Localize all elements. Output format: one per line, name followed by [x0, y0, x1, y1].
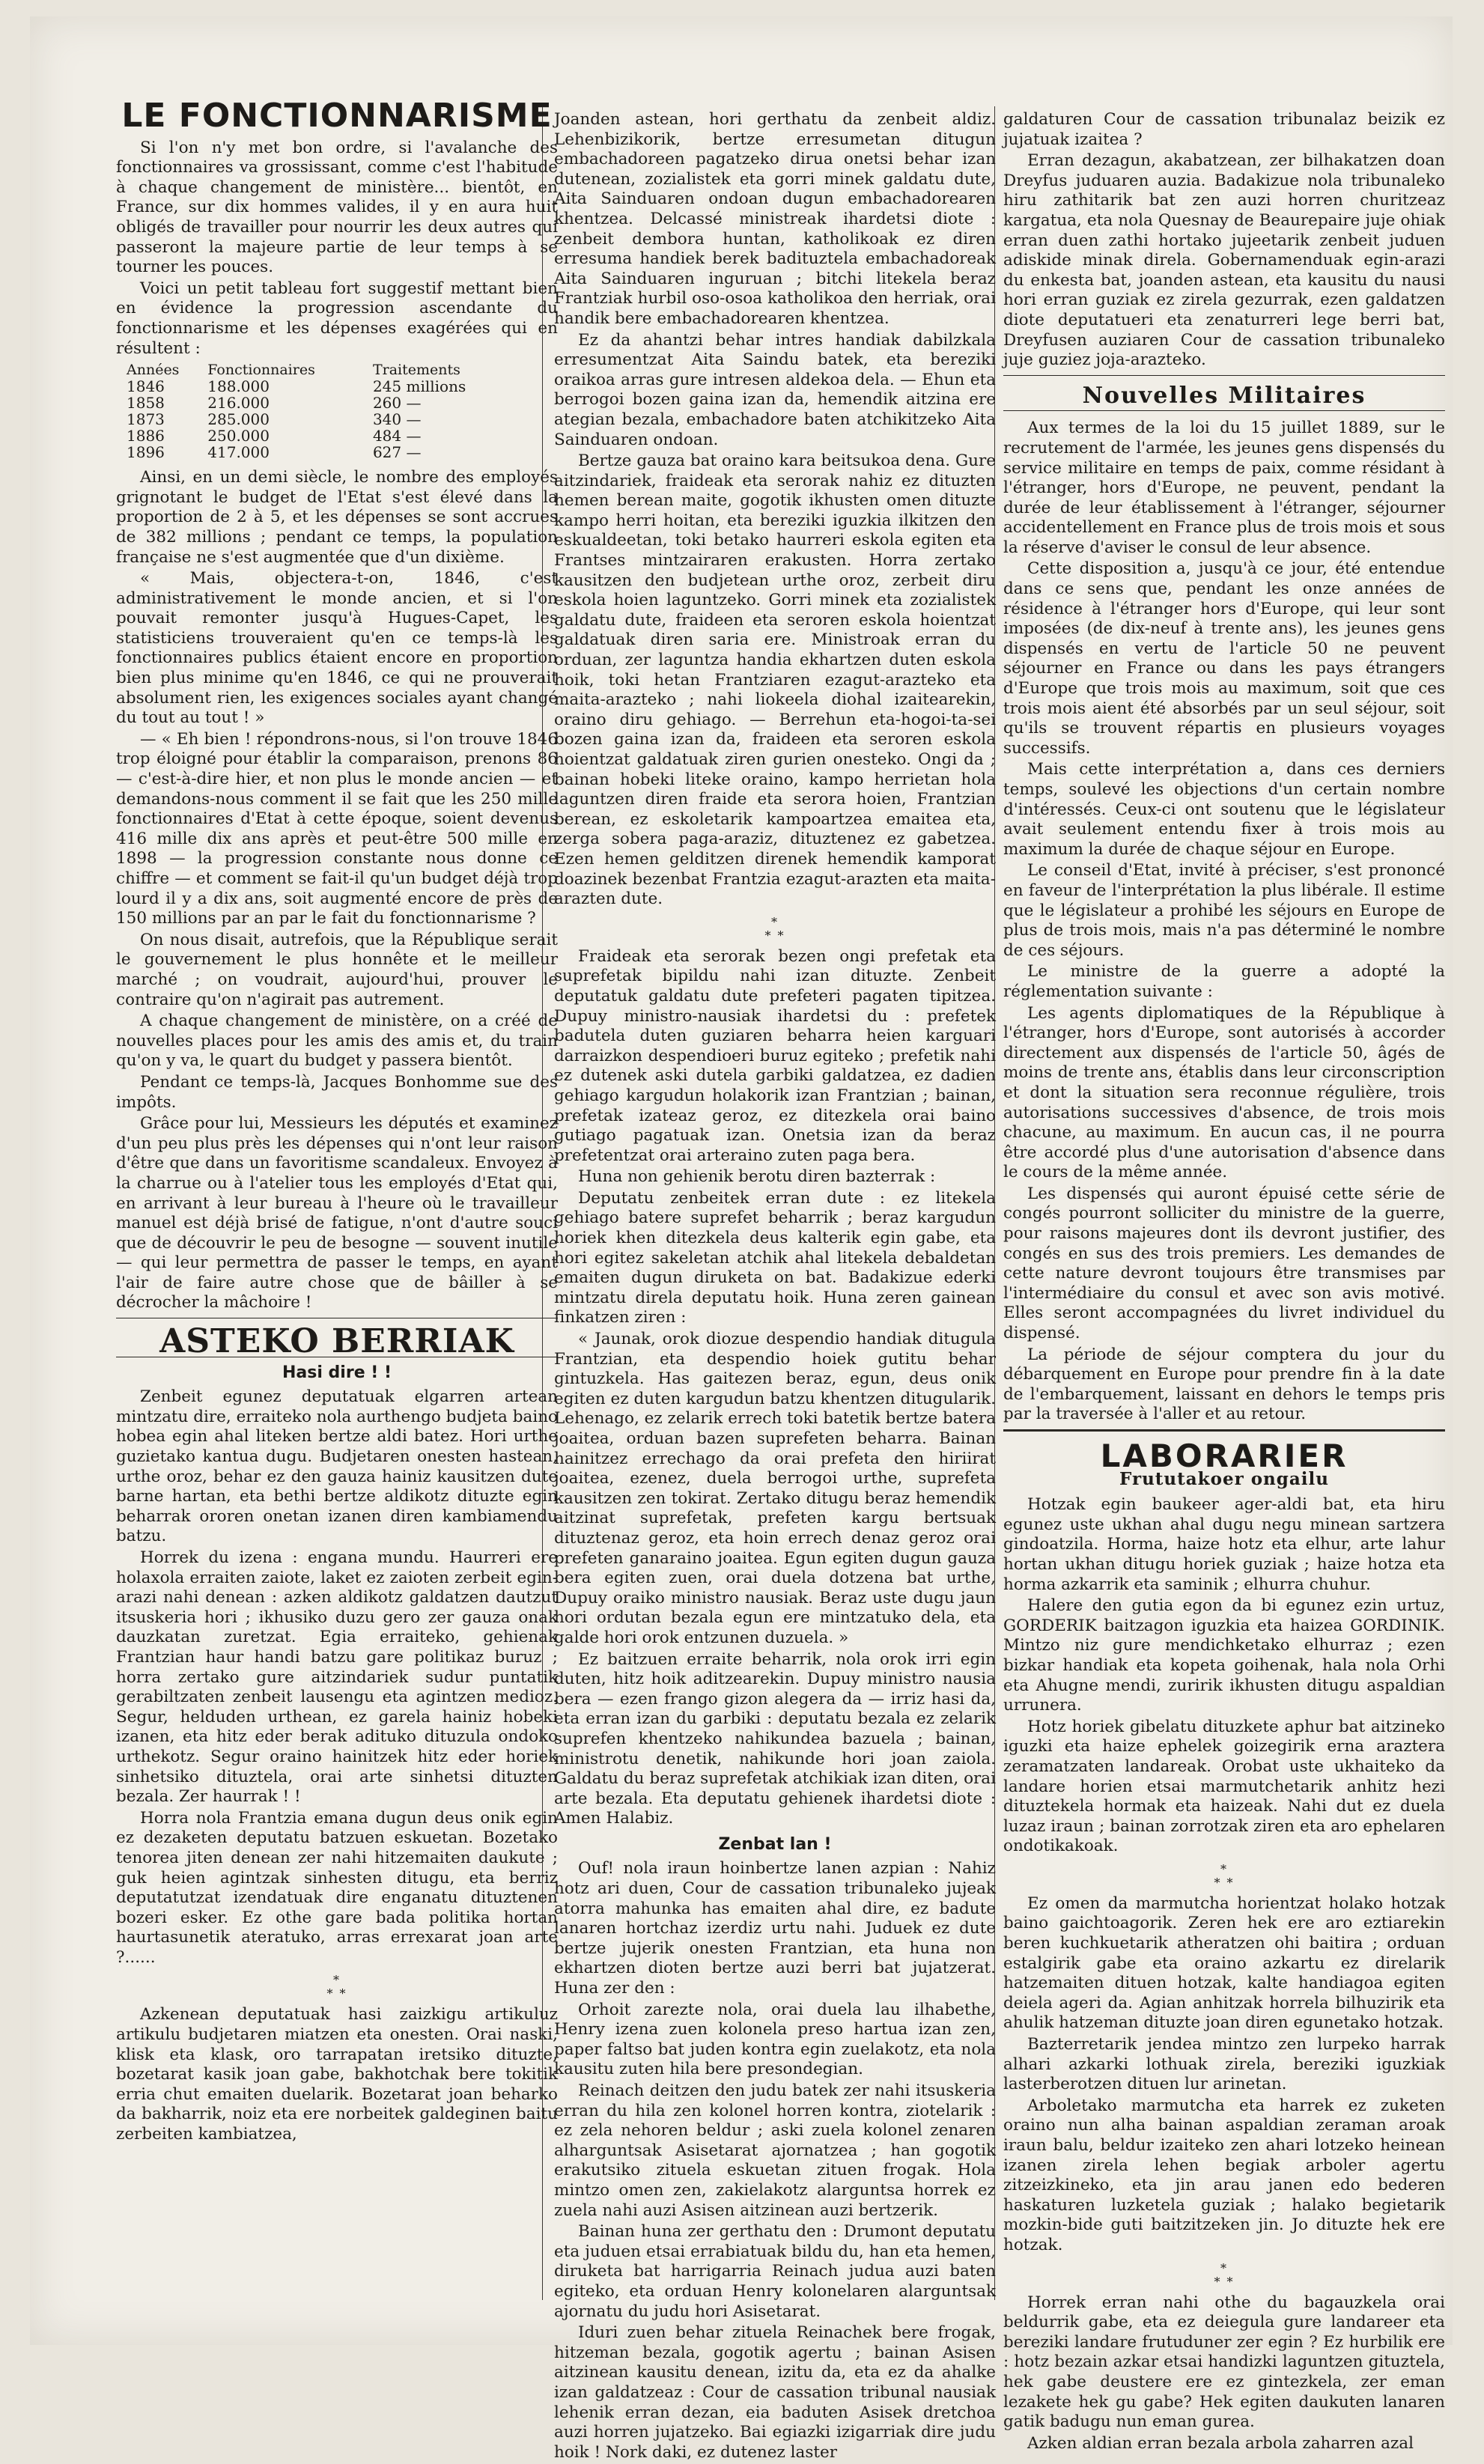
- paragraph: Mais cette interprétation a, dans ces derniers temps, soulevé les objections d'un certain nombre d'intéressés. Ceux-ci ont soutenu que le législateur avait seulement entendu fixer à trois mois au maximum la durée de chaque séjour en Europe.: [1003, 760, 1445, 859]
- paragraph: Azkenean deputatuak hasi zaizkigu artikuluz artikulu budjetaren miatzen eta onesten. Orai naski, klisk eta klask, oro tarrapatan iretsiko dituzte, bozetarat kasik joan gabe, bakhotchak bere tokitik erria chut emaiten duelarik. Bozetarat joan beharko da bakharrik, noiz eta ere norbeitek galdeginen baitu zerbeiten kambiatzea,: [116, 2005, 558, 2144]
- paragraph: Orhoit zarezte nola, orai duela lau ilhabethe, Henry izena zuen kolonela preso hartua izan zen, paper faltso bat juden kontra egin zuelakotz, eta nola kausitu zuten hila bere presondegian.: [554, 2000, 996, 2079]
- column-3: [1003, 110, 1445, 2455]
- paragraph: Horrek erran nahi othe du bagauzkela orai beldurrik gabe, eta ez deiegula gure landareer eta bereziki landare frutuduner zer egin ? Ez hurbilik ere : hotz bezain azkar etsai handizki laguntzen gituztela, hek gabe deustere ere ez gintezkela, zer eman lezakete hek gu gabe? Hek egiten daukuten lanaren gatik badugu nun eman gurea.: [1003, 2293, 1445, 2432]
- subheading-frututakoer-ongailu: Frututakoer ongailu: [1119, 1468, 1329, 1489]
- table-row: [127, 428, 516, 444]
- subheading-hasi-dire: Hasi dire ! !: [282, 1363, 392, 1382]
- table-cell: 1896: [127, 443, 165, 462]
- statistics-table: [127, 362, 516, 460]
- table-cell: 250.000: [207, 427, 270, 445]
- paragraph: « Jaunak, orok diozue despendio handiak ditugula Frantzian, eta despendio hoiek gutitu behar gintuzkela. Has gaitezen beraz, egun, deus onik egiten ez duten kargudun batzu khentzen ditugularik. Lehenago, ez zelarik errech toki batetik bertze batera joaitea, orduan bazen suprefeten beharra. Bainan hainitzez errechago da orai prefeta den hiriirat joaitea, ezenez, duela berrogoi urthe, suprefeta kausitzen zen tokirat. Zertako ditugu beraz hemendik aitzinat suprefetak, prefeten kargu bertsuak dituztenaz geroz, eta hoin errech denaz geroz orai prefeten ganaraino joaitea. Egun egiten dugun gauza bera egiten zuen, orai duela dotzena bat urthe, Dupuy oraiko ministro nausiak. Beraz uste dugu jaun hori ordutan bezala egun ere mintzatuko dela, eta galde hori orok entzunen duzuela. »: [554, 1330, 996, 1647]
- paragraph: Hotz horiek gibelatu dituzkete aphur bat aitzineko iguzki eta haize ephelek goizegirik erna araztera zeramatzaten landareak. Orobat uste ukhaiteko da landare horien etsai marmutchetarik anhitz hezi dituztekela hormak eta haizeak. Nahi dut ez duela luzaz iraun ; bainan zorrotzak ziren eta aro ephelaren ondotikakoak.: [1003, 1717, 1445, 1856]
- paragraph: Bertze gauza bat oraino kara beitsukoa dena. Gure aitzindariek, fraideak eta serorak nahiz ez dituzten hemen berean maite, gogotik ikhusten omen dituzte kampo herri hoitan, eta bereziki iguzkia ilkitzen den eskualdeetan, toki betako haurreri eskola egiten eta Frantses mintzairaren erakusten. Horra zertako kausitzen den budjetean urthe oroz, zerbeit diru eskola hoien laguntzeko. Gorri minek eta zozialistek galdatu dute, fraideen eta seroren eskola hoientzat galdatuak diren saria ere. Ministroak erran du orduan, zer laguntza handia ekhartzen duten eskola hoik, toki hetan Frantziaren ezagut-arazteko eta maita-arazteko ; nahi liokeela diohal izaitearekin, oraino diru gehiago. — Berrehun eta-hogoi-ta-sei bozen gaina izan da, fraideen eta seroren eskola hoientzat galdatuak ziren gurien onesteko. Ongi da ; bainan hobeki liteke oraino, kampo herrietan hola laguntzen diren fraide eta serora hoien, Frantzian berean, ez eskoletarik kampoartzea emaitea eta, zerga sobera paga-araziz, dituztenez ez gabetzea. Ezen hemen gelditzen direnek hemendik kamporat doazinek bezenbat Frantzia ezagut-arazten eta maita-arazten dute.: [554, 451, 996, 909]
- table-cell: 245 millions: [372, 377, 466, 396]
- column-2: [554, 110, 996, 2464]
- paragraph: — « Eh bien ! répondrons-nous, si l'on trouve 1846 trop éloigné pour établir la comparaison, prenons 86 — c'est-à-dire hier, et non plus le monde ancien — et demandons-nous comment il se fait que les 250 mille fonctionnaires d'Etat à cette époque, soient devenus 416 mille dix ans après et peut-être 500 mille en 1898 — la progression constante nous donne ce chiffre — et comment se fait-il qu'un budget déjà trop lourd il y a dix ans, soit augmenté encore de près de 150 millions par an par le fait du fonctionnarisme ?: [116, 729, 558, 928]
- table-cell: 1886: [127, 427, 165, 445]
- paragraph: Si l'on n'y met bon ordre, si l'avalanche des fonctionnaires va grossissant, comme c'est l'habitude à chaque changement de ministère... bientôt, en France, sur dix hommes valides, il y en aura huit obligés de travailler pour nourrir les deux autres qui passeront la majeure partie de leur temps à se tourner les pouces.: [116, 138, 558, 277]
- paragraph: Iduri zuen behar zituela Reinachek bere frogak, hitzeman bezala, gogotik agertu ; bainan Asisen aitzinean kausitu denean, izitu da, eta ez da ahalke izan galdatzeaz : Cour de cassation tribunal nausiak lehenik erran dezan, eia baduten Asisek dretchoa auzi horren jujatzeko. Bai egiazki izigarriak dire judu hoik ! Nork daki, ez dutenez laster: [554, 2323, 996, 2462]
- paragraph: Ez baitzuen erraite beharrik, nola orok irri egin duten, hitz hoik aditzearekin. Dupuy ministro nausia bera — ezen frango gizon alegera da — irriz hasi da, eta erran izan du garbiki : deputatu bezala ez zelarik suprefen khentzeko nahikundea bazuela ; bainan, ministrotu denetik, nahikunde hori joan zaiola. Galdatu du beraz suprefetak atchikiak izan diten, orai arte bezala. Eta deputatu gehienek ihardetsi diote : Amen Halabiz.: [554, 1649, 996, 1828]
- table-header-fonctionnaires: Fonctionnaires: [207, 362, 315, 379]
- paragraph: A chaque changement de ministère, on a créé de nouvelles places pour les amis des amis et, du train qu'on y va, le quart du budget y passera bientôt.: [116, 1012, 558, 1071]
- table-cell: 188.000: [207, 377, 270, 396]
- table-cell: 1846: [127, 377, 165, 396]
- article-title-fonctionnarisme: LE FONCTIONNARISME: [121, 97, 553, 135]
- paragraph: Fraideak eta serorak bezen ongi prefetak eta suprefetak bipildu nahi izan dituzte. Zenbeit deputatuk galdatu dute prefeteri pagaten tipitzea. Dupuy ministro-nausiak ihardetsi du : prefetek badutela duten guziaren beharra heien karguari darraizkon despendioeri buruz egiteko ; prefetik nahi ez dutenek aski dutela garbiki galdatzea, ez dadien gehiago kargudun holakorik izan Frantzian ; bainan, prefetak izateaz geroz, ez ditezkela orai baino gutiago pagatuak izan. Onetsia izan da beraz prefetentzat orai arteraino zuten paga bera.: [554, 946, 996, 1165]
- paragraph: Reinach deitzen den judu batek zer nahi itsuskeria erran du hila zen kolonel horren kontra, ziotelarik : ez zela nehoren beldur ; aski zuela kolonel zenaren alharguntsak Asisetarat ajornatzea ; han gogotik erakutsiko zituela eskuetan zituen frogak. Hola mintzo omen zen, zakielakotz alarguntsa horrek ez zuela nahi auzi Asisen aitzinean auzi bertzerik.: [554, 2081, 996, 2220]
- paragraph: Ez omen da marmutcha horientzat holako hotzak baino gaichtoagorik. Zeren hek ere aro eztiarekin beren kuchkuetarik atheratzen ohi baitira ; orduan estalgirik gabe eta oraino azkartu ez direlarik hatzemaiten dituen hotzak, kalte handiagoa egiten deiela ageri da. Agian anhitzak horrela bilhuzirik eta ahulik hatzeman dituzte joan diren egunetako hotzak.: [1003, 1893, 1445, 2033]
- paragraph: Les dispensés qui auront épuisé cette série de congés pourront solliciter du ministre de la guerre, pour raisons majeures dont ils devront justifier, des congés en sus des trois premiers. Les demandes de cette nature devront toujours être transmises par l'intermédiaire du consul et avec son avis motivé. Elles seront accompagnées du livret individuel du dispensé.: [1003, 1184, 1445, 1343]
- asterism-separator: * * *: [326, 1973, 347, 2001]
- table-cell: 1873: [127, 410, 165, 429]
- section-title-laborarier: LABORARIER: [1100, 1438, 1348, 1474]
- paragraph: Bazterretarik jendea mintzo zen lurpeko harrak alhari azkarki lothuak zirela, bereziki iguzkiak lasterberotzen dituen lur arinetan.: [1003, 2035, 1445, 2094]
- paragraph: Ainsi, en un demi siècle, le nombre des employés grignotant le budget de l'Etat s'est élevé dans la proportion de 2 à 5, et les dépenses se sont accrues de 382 millions ; pendant ce temps, la population française ne s'est augmentée que d'un dixième.: [116, 468, 558, 567]
- section-divider: [1003, 410, 1445, 411]
- paragraph: Grâce pour lui, Messieurs les députés et examinez d'un peu plus près les dépenses qui n'ont leur raison d'être que dans un favoritisme scandaleux. Envoyez à la charrue ou à l'atelier tous les employés d'Etat qui, en arrivant à leur bureau à l'heure où le travailleur manuel est déjà brisé de fatigue, n'ont d'autre souci que de découvrir le peu de besogne — souvent inutile — qui leur permettra de passer le temps, en ayant l'air de faire autre chose que de bâiller à se décrocher la mâchoire !: [116, 1114, 558, 1312]
- paragraph: Arboletako marmutcha eta harrek ez zuketen oraino nun alha bainan aspaldian zeraman aroak iraun balu, beldur izaiteko zen ahari lotzeko heinean izanen zirela lehen begiak arboler agertu zitzeizkineko, eta jin arau janen edo bederen haskaturen luzketela guziak ; halako begietarik mozkin-bide guti baitzitzeken jin. Jo dituzte hek ere hotzak.: [1003, 2096, 1445, 2254]
- table-cell: 340 —: [372, 410, 422, 429]
- paragraph: galdaturen Cour de cassation tribunalaz beizik ez jujatuak izaitea ?: [1003, 110, 1445, 149]
- paragraph: Cette disposition a, jusqu'à ce jour, été entendue dans ce sens que, pendant les onze années de résidence à l'étranger hors d'Europe, qui leur sont imposées (de dix-neuf à trente ans), les jeunes gens dispensés en vertu de l'article 50 ne peuvent séjourner en France ou dans les pays étrangers d'Europe que trois mois au maximum, soit que ces trois mois aient été absorbés par un seul séjour, soit qu'ils se trouvent répartis en plusieurs voyages successifs.: [1003, 559, 1445, 758]
- asterism-separator: * * *: [1214, 2260, 1235, 2289]
- table-header-annees: Années: [127, 362, 180, 379]
- table-cell: 627 —: [372, 443, 422, 462]
- newspaper-page: [30, 16, 1453, 2462]
- column-1: [116, 97, 558, 2147]
- table-row: [127, 378, 516, 395]
- paragraph: Hotzak egin baukeer ager-aldi bat, eta hiru egunez uste ukhan ahal dugu negu minean sartzera gindoatzila. Horma, haize hotz eta elhur, arte lahur hortan ukhan ditugu horiek guziak ; haize hotza eta horma azkarrik eta saminik ; elhurra chuhur.: [1003, 1495, 1445, 1594]
- paragraph: Azken aldian erran bezala arbola zaharren azal: [1027, 2433, 1414, 2453]
- paragraph: « Mais, objectera-t-on, 1846, c'est administrativement le monde ancien, et si l'on pouvait remonter jusqu'à Hugues-Capet, les statisticiens trouveraient qu'en ce temps-là les fonctionnaires publics étaient encore en proportion bien plus minime qu'en 1846, ce qui ne prouverait absolument rien, les exigences sociales ayant changé du tout au tout ! »: [116, 569, 558, 728]
- section-divider: [1003, 1429, 1445, 1432]
- paragraph: Huna non gehienik berotu diren bazterrak :: [578, 1167, 936, 1187]
- paragraph: Deputatu zenbeitek erran dute : ez litekela gehiago batere suprefet beharrik ; beraz kargudun horiek khen ditezkela deus kalterik egin gabe, eta hori egitez sakeletan atchik ahal litekela debaldetan emaiten dugun diruketa on bat. Badakizue ederki mintzatu direla deputatu hoik. Huna zeren gainean finkatzen ziren :: [554, 1188, 996, 1327]
- section-divider: [1003, 375, 1445, 376]
- paragraph: Bainan huna zer gerthatu den : Drumont deputatu eta juduen etsai errabiatuak bildu du, han eta hemen, diruketa bat harrigarria Reinach judua auzi baten egiteko, eta orduan Henry kolonelaren alarguntsak ajornatu du judu hori Asisetarat.: [554, 2222, 996, 2321]
- paragraph: Aux termes de la loi du 15 juillet 1889, sur le recrutement de l'armée, les jeunes gens dispensés du service militaire en temps de paix, comme résidant à l'étranger, hors d'Europe, ne peuvent, pendant la durée de leur établissement à l'étranger, séjourner accidentellement en France plus de trois mois et sous la réserve d'aviser le consul de leur absence.: [1003, 419, 1445, 557]
- section-title-asteko-berriak: ASTEKO BERRIAK: [159, 1322, 514, 1361]
- paragraph: Erran dezagun, akabatzean, zer bilhakatzen doan Dreyfus juduaren auzia. Badakizue nola tribunaleko hiru zathitarik bat zen auzi horren churitzeaz kargatua, eta nola Quesnay de Beaurepaire juje ohiak erran duen zathi hortako jujeetarik zenbeit juduen adiskide minak direla. Gobernamenduak egin-arazi du enkesta bat, joanden astean, eta kausitu du nausi hori erran guziak ez zirela gezurrak, ezen galdatzen diote deputatueri eta zenaturreri lege berri bat, Dreyfusen auziaren Cour de cassation tribunaleko juje guziez joja-arazteko.: [1003, 151, 1445, 370]
- paragraph: Horrek du izena : engana mundu. Haurreri ere holaxola erraiten zaiote, laket ez zaioten zerbeit egin-arazi nahi denean : azken aldikotz galdatzen dautzut itsuskeria hori ; ikhusiko duzu gero zer gauza onak dauzkatan zuretzat. Egia erraiteko, gehienak Frantzian haur handi batzu gare politikaz buruz ; horra zertako gure aitzindariek sudur puntatik gerabiltzaten zenbeit lausengu eta agintzen medioz. Segur, helduden urthean, ez garela hainiz hobeki izanen, eta hitz eder berak adituko dituzula ondoko urthekotz. Segur oraino hainitzek hitz eder horiek sinhetsiko dituztela, orai arte sinhetsi dituzten bezala. Zer haurrak ! !: [116, 1548, 558, 1807]
- asterism-separator: * * *: [1214, 1861, 1235, 1890]
- table-cell: 285.000: [207, 410, 270, 429]
- section-title-nouvelles-militaires: Nouvelles Militaires: [1082, 382, 1366, 409]
- paragraph: Voici un petit tableau fort suggestif mettant bien en évidence la progression ascendante du fonctionnarisme et les dépenses exagérées qui en résultent :: [116, 279, 558, 358]
- asterism-separator: * * *: [764, 914, 785, 943]
- table-row: [127, 395, 516, 411]
- paragraph: Joanden astean, hori gerthatu da zenbeit aldiz. Lehenbizikorik, bertze erresumetan ditugun embachadoreen pagatzeko dirua onetsi behar izan dutenean, zozialistek eta gorri minek galdatu dute, Aita Sainduaren ondoan dugun embachadorearen khentzea. Delcassé ministreak ihardetsi diote : zenbeit dembora huntan, katholikoak ez diren erresuma handiek berek badituztela embachadoreak Aita Sainduaren inguruan ; bitchi litekela beraz Frantziak hurbil oso-osoa katholikoa den herriak, orai handik bere embachadorearen khentzea.: [554, 110, 996, 328]
- paragraph: Ouf! nola iraun hoinbertze lanen azpian : Nahiz hotz ari duen, Cour de cassation tribunaleko jujeak atorra mahunka has emaiten ahal dire, ez badute lanaren hortchaz izerdiz urtu nahi. Juduek ez dute bertze jujerik onesten Frantzian, eta huna non ekhartzen dioten bertze auzi berri bat jujatzerat. Huna zer den :: [554, 1859, 996, 1998]
- table-cell: 216.000: [207, 394, 270, 413]
- paragraph: Les agents diplomatiques de la République à l'étranger, hors d'Europe, sont autorisés à accorder directement aux dispensés de l'article 50, âgés de moins de trente ans, établis dans leur circonscription et dont la situation sera reconnue régulière, trois autorisations successives d'absence, de trois mois chacune, au maximum. En aucun cas, il ne pourra être accordé plus d'une autorisation d'absence dans le cours de la même année.: [1003, 1003, 1445, 1182]
- paragraph: On nous disait, autrefois, que la République serait le gouvernement le plus honnête et le meilleur marché ; on voudrait, aujourd'hui, prouver le contraire qu'on n'agirait pas autrement.: [116, 930, 558, 1009]
- table-cell: 260 —: [372, 394, 422, 413]
- paragraph: Halere den gutia egon da bi egunez ezin urtuz, GORDERIK baitzagon iguzkia eta haizea GORDINIK. Mintzo niz gure mendichketako elhurraz ; ezen bizkar handiak eta kopeta goihenak, hala nola Orhi eta Ahugne mendi, zuririk ikhusten ditugu aspaldian urrunera.: [1003, 1596, 1445, 1715]
- paragraph: Ez da ahantzi behar intres handiak dabilzkala erresumentzat Aita Saindu batek, eta bereziki oraikoa arras gure intresen aldekoa dela. — Ehun eta berrogoi bozen gaina izan da, hemendik aitzina ere ategian bezala, embachadore baten atchikitzeko Aita Sainduaren ondoan.: [554, 330, 996, 449]
- table-cell: 417.000: [207, 443, 270, 462]
- paragraph: Horra nola Frantzia emana dugun deus onik egin ez dezaketen deputatu batzuen eskuetan. Bozetako tenorea jiten denean zer nahi hitzemaiten daukute ; guk heien agintzak sinhesten ditugu, eta berriz deputatutzat izendatuak dire enganatu dituztenen bozeri esker. Ez othe gare bada politika hortan haurtasunetik ateratuko, arras errexarat joan arte ?......: [116, 1808, 558, 1967]
- table-header-traitements: Traitements: [372, 362, 460, 379]
- table-cell: 484 —: [372, 427, 422, 445]
- paragraph: Le conseil d'Etat, invité à préciser, s'est prononcé en faveur de l'interprétation la plus libérale. Il estime que le législateur a prohibé les séjours en Europe de plus de trois mois, mais n'a pas déterminé le nombre de ces séjours.: [1003, 861, 1445, 960]
- paragraph: Zenbeit egunez deputatuak elgarren artean mintzatu dire, erraiteko nola aurthengo budjeta baino hobea egin ahal liteken bertze aldi batez. Hori urthe guzietako kantua dugu. Budjetaren onesten hastean, urthe oroz, behar ez den gauza hainiz kausitzen dute barne hartan, eta bethi bertze aldikotz dituzte egin beharrak ororen onetan izanen diren kambiamendu batzu.: [116, 1387, 558, 1546]
- table-row: [127, 444, 516, 460]
- table-cell: 1858: [127, 394, 165, 413]
- table-row: [127, 411, 516, 428]
- paragraph: Pendant ce temps-là, Jacques Bonhomme sue des impôts.: [116, 1072, 558, 1112]
- paragraph: La période de séjour comptera du jour du débarquement en Europe pour prendre fin à la date de l'embarquement, laissant en dehors le temps pris par la traversée à l'aller et au retour.: [1003, 1345, 1445, 1424]
- paragraph: Le ministre de la guerre a adopté la réglementation suivante :: [1003, 962, 1445, 1001]
- subheading-zenbat-lan: Zenbat lan !: [718, 1834, 832, 1854]
